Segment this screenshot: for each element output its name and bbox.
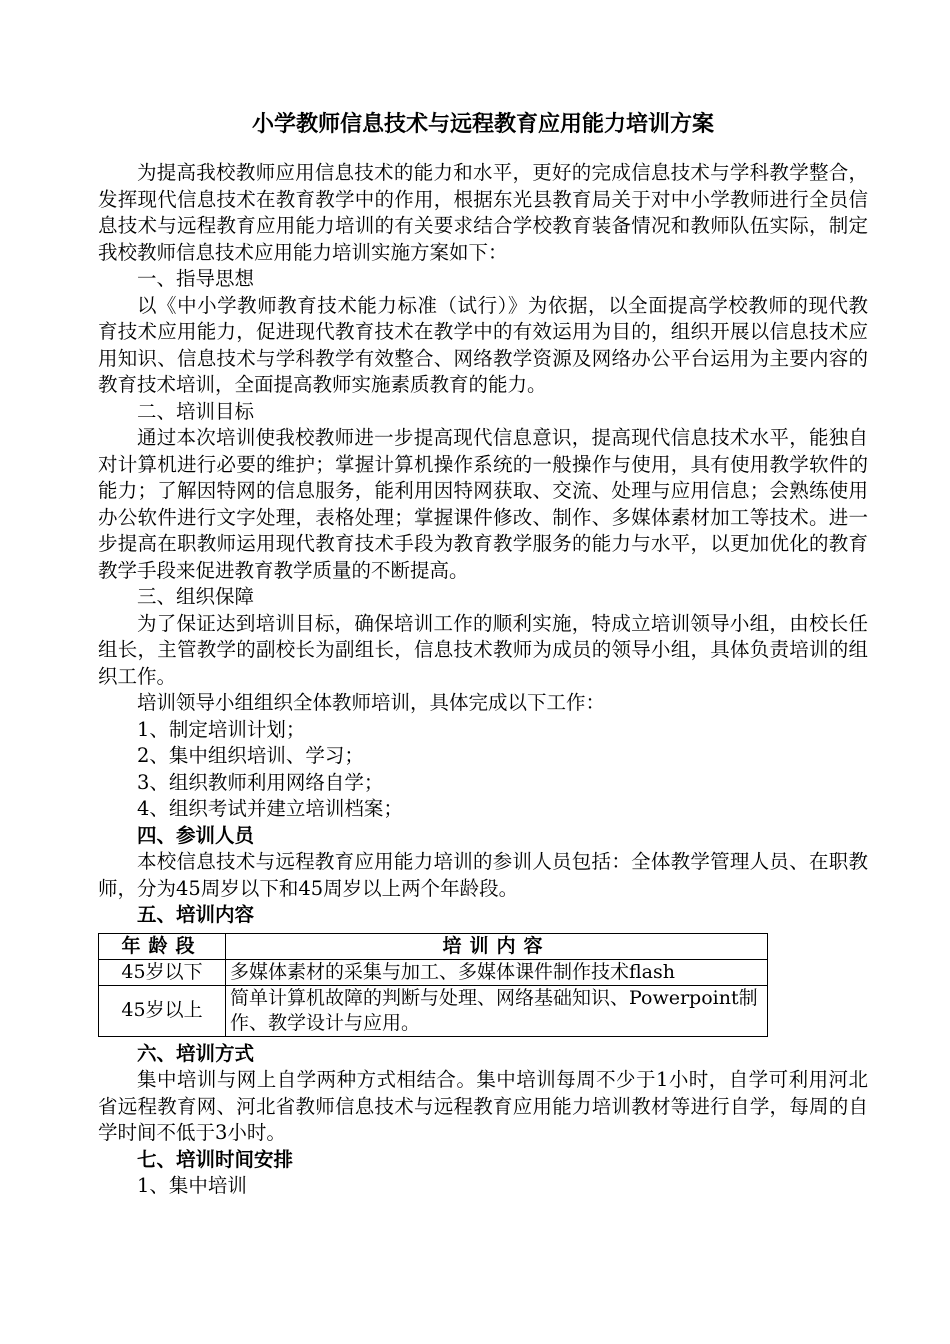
table-cell-age: 45岁以上	[99, 985, 226, 1036]
section-7-heading: 七、培训时间安排	[137, 1147, 294, 1171]
intro-paragraph: 为提高我校教师应用信息技术的能力和水平，更好的完成信息技术与学科教学整合，发挥现代信息技术在教育教学中的作用，根据东光县教育局关于对中小学教师进行全员信息技术与远程教育应用能力培训的有关要求结合学校教育装备情况和教师队伍实际，制定我校教师信息技术应用能力培训实施方案如下：	[98, 161, 868, 264]
section-2-heading: 二、培训目标	[137, 399, 255, 423]
table-cell-content: 多媒体素材的采集与加工、多媒体课件制作技术flash	[226, 959, 768, 985]
section-3-body: 为了保证达到培训目标，确保培训工作的顺利实施，特成立培训领导小组，由校长任组长，主管教学的副校长为副组长，信息技术教师为成员的领导小组，具体负责培训的组织工作。	[98, 611, 868, 688]
table-header-content: 培训内容	[226, 933, 768, 959]
table-row	[99, 985, 768, 1036]
list-item: 4、组织考试并建立培训档案；	[137, 797, 403, 820]
document-page	[98, 110, 868, 1200]
table-header-age: 年龄段	[99, 933, 226, 959]
training-content-table	[98, 933, 768, 1037]
section-5-heading: 五、培训内容	[137, 903, 255, 926]
list-item: 2、集中组织培训、学习；	[137, 744, 364, 767]
section-6-heading: 六、培训方式	[137, 1041, 255, 1065]
section-1-heading: 一、指导思想	[137, 267, 255, 290]
section-6-body: 集中培训与网上自学两种方式相结合。集中培训每周不少于1小时，自学可利用河北省远程教育网、河北省教师信息技术与远程教育应用能力培训教材等进行自学，每周的自学时间不低于3小时。	[98, 1068, 868, 1144]
section-3-heading: 三、组织保障	[137, 585, 255, 608]
document-title: 小学教师信息技术与远程教育应用能力培训方案	[251, 112, 714, 137]
section-4-heading: 四、参训人员	[137, 823, 255, 847]
list-item: 1、制定培训计划；	[137, 717, 306, 741]
list-item: 3、组织教师利用网络自学；	[137, 770, 384, 794]
section-7-item: 1、集中培训	[137, 1174, 247, 1197]
table-cell-content: 简单计算机故障的判断与处理、网络基础知识、Powerpoint制作、教学设计与应用。	[226, 985, 768, 1036]
section-3-subheading: 培训领导小组组织全体教师培训，具体完成以下工作：	[137, 691, 606, 714]
section-1-body: 以《中小学教师教育技术能力标准（试行）》为依据，以全面提高学校教师的现代教育技术应用能力，促进现代教育技术在教学中的有效运用为目的，组织开展以信息技术应用知识、信息技术与学科教学有效整合、网络教学资源及网络办公平台运用为主要内容的教育技术培训，全面提高教师实施素质教育的能力。	[98, 293, 868, 396]
table-header-row	[99, 933, 768, 959]
section-4-body: 本校信息技术与远程教育应用能力培训的参训人员包括：全体教学管理人员、在职教师，分为45周岁以下和45周岁以上两个年龄段。	[98, 850, 868, 900]
table-cell-age: 45岁以下	[99, 959, 226, 985]
table-row	[99, 959, 768, 985]
section-2-body: 通过本次培训使我校教师进一步提高现代信息意识，提高现代信息技术水平，能独自对计算机进行必要的维护；掌握计算机操作系统的一般操作与使用，具有使用教学软件的能力；了解因特网的信息服务，能利用因特网获取、交流、处理与应用信息；会熟练使用办公软件进行文字处理，表格处理；掌握课件修改、制作、多媒体素材加工等技术。进一步提高在职教师运用现代教育技术手段为教育教学服务的能力与水平，以更加优化的教育教学手段来促进教育教学质量的不断提高。	[98, 426, 868, 582]
